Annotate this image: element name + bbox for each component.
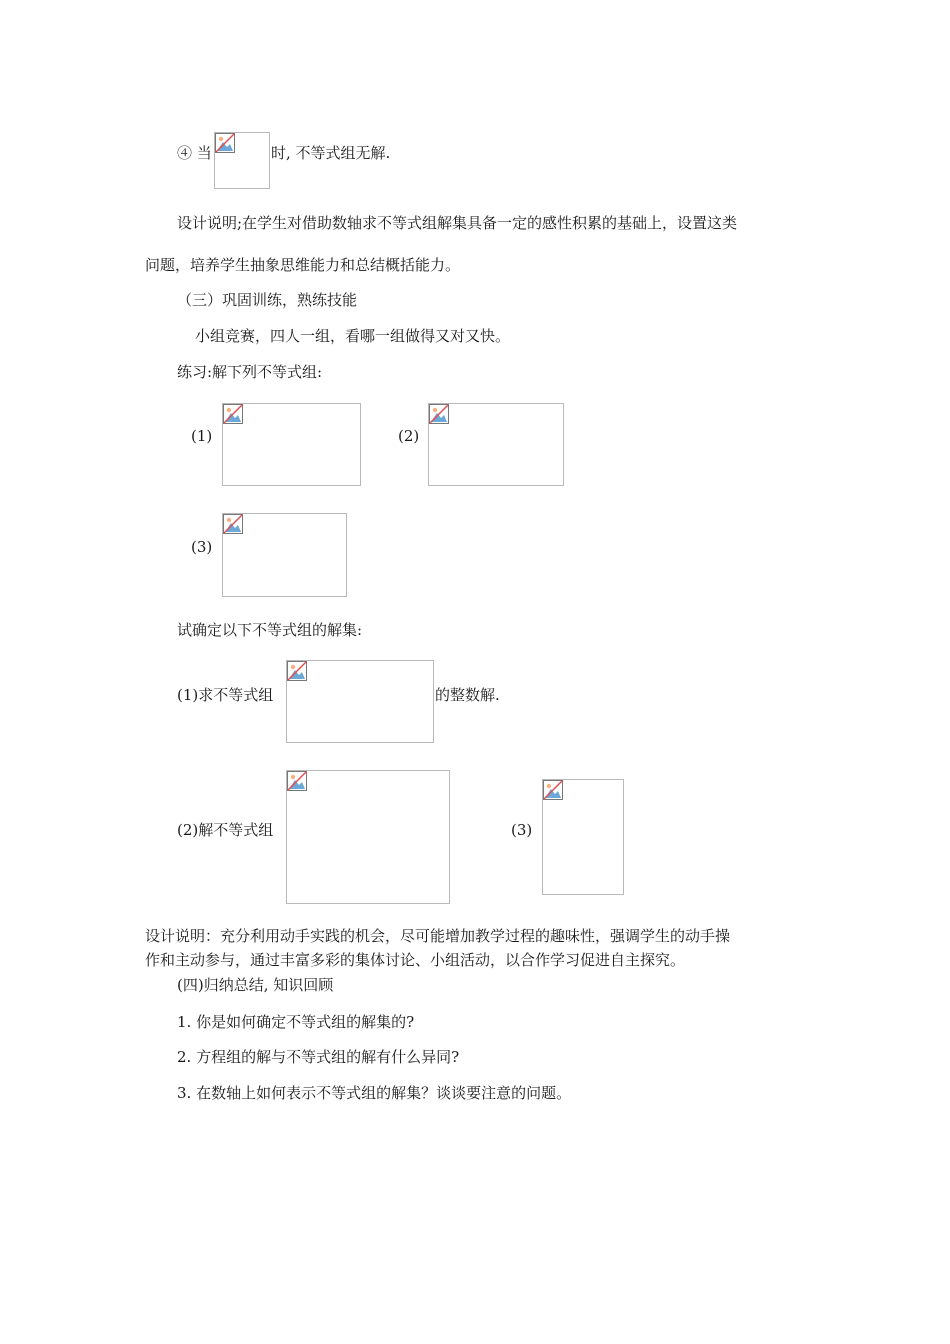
review-question: 3. 在数轴上如何表示不等式组的解集？谈谈要注意的问题。 xyxy=(177,1084,572,1102)
practice-item-label: (2) xyxy=(398,427,420,445)
try-heading: 试确定以下不等式组的解集: xyxy=(177,621,363,639)
formula-image xyxy=(222,513,347,597)
broken-image-icon xyxy=(287,661,307,681)
formula-image xyxy=(542,779,624,895)
review-question: 1. 你是如何确定不等式组的解集的? xyxy=(177,1013,415,1031)
practice-item-label: (3) xyxy=(191,538,213,556)
section3-title: （三）巩固训练，熟练技能 xyxy=(177,291,358,309)
item4-suffix: 时, 不等式组无解. xyxy=(271,144,391,162)
design-note-1-line2: 问题，培养学生抽象思维能力和总结概括能力。 xyxy=(145,256,461,274)
broken-image-icon xyxy=(543,780,563,800)
design-note-2-line1: 设计说明：充分利用动手实践的机会，尽可能增加教学过程的趣味性，强调学生的动手操 xyxy=(145,927,731,945)
practice-item-label: (1) xyxy=(191,427,213,445)
broken-image-icon xyxy=(223,514,243,534)
formula-image xyxy=(222,403,361,486)
formula-image xyxy=(286,660,434,743)
design-note-2-line2: 作和主动参与，通过丰富多彩的集体讨论、小组活动，以合作学习促进自主探究。 xyxy=(145,951,686,969)
section4-title: (四)归纳总结, 知识回顾 xyxy=(177,976,334,994)
try-q1-prefix: (1)求不等式组 xyxy=(177,686,274,704)
group-contest-text: 小组竞赛，四人一组，看哪一组做得又对又快。 xyxy=(195,327,511,345)
try-q3-label: (3) xyxy=(511,821,533,839)
review-question: 2. 方程组的解与不等式组的解有什么异同? xyxy=(177,1048,460,1066)
formula-image xyxy=(428,403,564,486)
try-q1-suffix: 的整数解. xyxy=(435,686,500,704)
practice-heading: 练习:解下列不等式组: xyxy=(177,363,323,381)
try-q2-prefix: (2)解不等式组 xyxy=(177,821,274,839)
broken-image-icon xyxy=(215,133,235,153)
broken-image-icon xyxy=(223,404,243,424)
broken-image-icon xyxy=(287,771,307,791)
formula-image xyxy=(214,132,270,189)
design-note-1-line1: 设计说明;在学生对借助数轴求不等式组解集具备一定的感性积累的基础上，设置这类 xyxy=(177,214,738,232)
broken-image-icon xyxy=(429,404,449,424)
item4-prefix: ④ 当 xyxy=(177,144,212,162)
formula-image xyxy=(286,770,450,904)
